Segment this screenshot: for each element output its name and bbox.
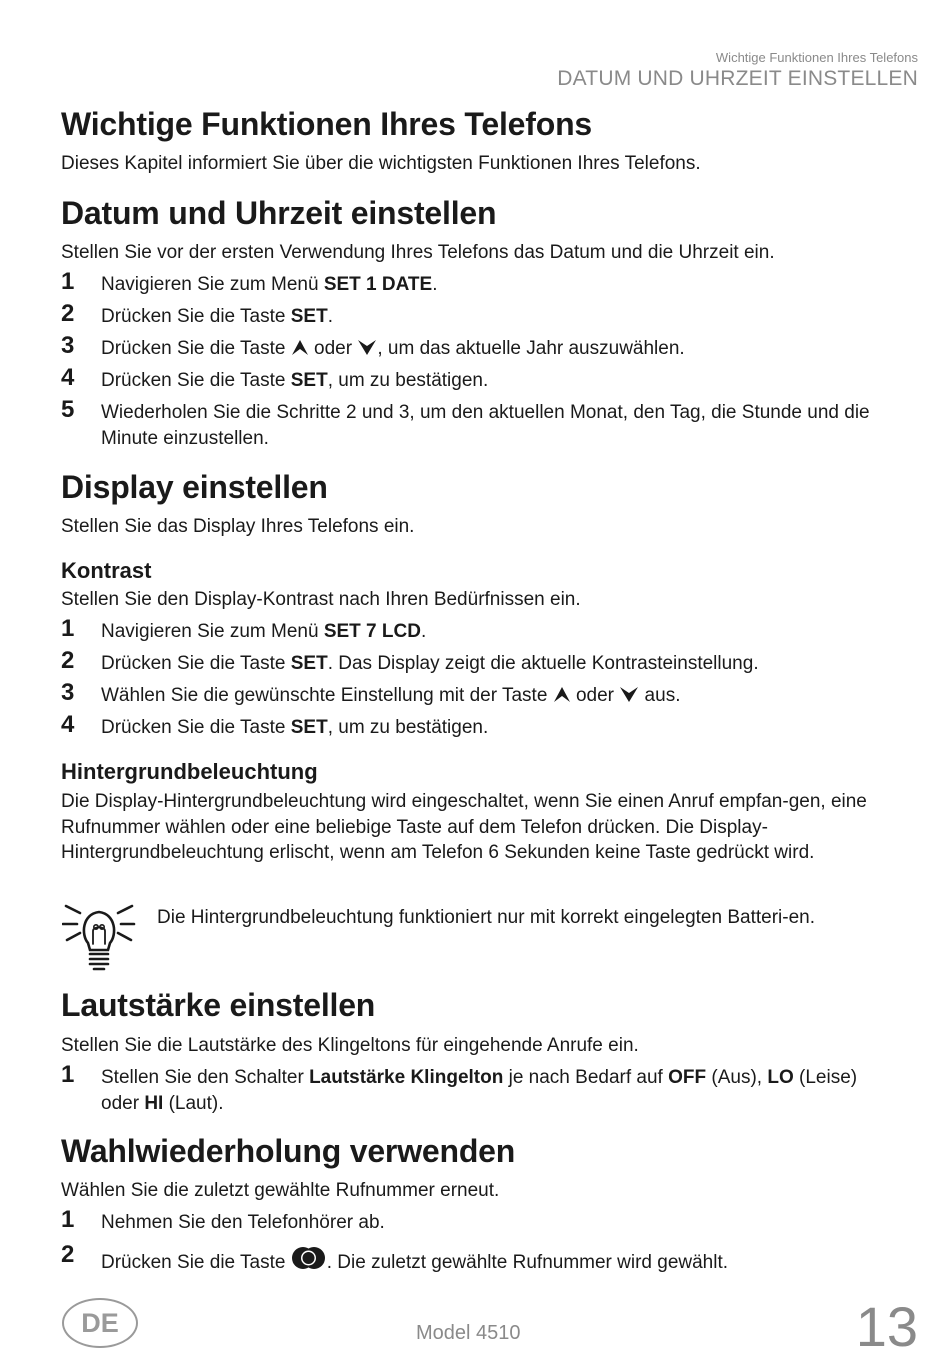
step-number: 1: [61, 1061, 75, 1088]
step-number: 4: [61, 364, 75, 391]
subsection-intro-kontrast: Stellen Sie den Display-Kontrast nach Ihren Bedürfnissen ein.: [61, 589, 581, 610]
step-text: Wiederholen Sie die Schritte 2 und 3, um den aktuellen Monat, den Tag, die Stunde und die Minute einzustellen.: [101, 402, 870, 449]
step-number: 1: [61, 615, 75, 642]
step-number: 2: [61, 300, 75, 327]
chapter-title: Wichtige Funktionen Ihres Telefons: [61, 106, 593, 142]
down-arrow-icon: [619, 686, 639, 703]
step-text: Drücken Sie die Taste SET. Das Display zeigt die aktuelle Kontrasteinstellung.: [101, 653, 759, 674]
section-intro-display: Stellen Sie das Display Ihres Telefons ein.: [61, 516, 415, 537]
page-number: 13: [855, 1295, 918, 1358]
running-header-section: DATUM UND UHRZEIT EINSTELLEN: [557, 67, 918, 90]
footer-model: Model 4510: [416, 1322, 521, 1344]
step-text: Drücken Sie die Taste SET.: [101, 306, 333, 327]
section-intro-date-time: Stellen Sie vor der ersten Verwendung Ihres Telefons das Datum und die Uhrzeit ein.: [61, 242, 775, 263]
light-bulb-icon: [62, 900, 136, 976]
up-arrow-icon: [291, 339, 309, 356]
section-title-date-time: Datum und Uhrzeit einstellen: [61, 195, 497, 231]
note-text: Die Hintergrundbeleuchtung funktioniert nur mit korrekt eingelegten Batteri-en.: [157, 907, 815, 928]
subsection-title-kontrast: Kontrast: [61, 558, 152, 583]
step-number: 2: [61, 647, 75, 674]
step-text: Wählen Sie die gewünschte Einstellung mit der Taste oder aus.: [101, 685, 681, 706]
step-text: Drücken Sie die Taste . Die zuletzt gewählte Rufnummer wird gewählt.: [101, 1245, 891, 1276]
backlight-paragraph: Die Display-Hintergrundbeleuchtung wird eingeschaltet, wenn Sie einen Anruf empfan-gen, eine Rufnummer wählen oder eine beliebige Taste auf dem Telefon drücken. Die Display-Hintergrundbeleuchtung erlischt, wenn am Telefon 6 Sekunden keine Taste gedrückt wird.: [61, 791, 867, 863]
step-text: Drücken Sie die Taste oder , um das aktuelle Jahr auszuwählen.: [101, 338, 685, 359]
section-title-display: Display einstellen: [61, 469, 328, 505]
step-number: 1: [61, 1206, 75, 1233]
running-header-chapter: Wichtige Funktionen Ihres Telefons: [715, 50, 918, 65]
section-intro-volume: Stellen Sie die Lautstärke des Klingeltons für eingehende Anrufe ein.: [61, 1035, 639, 1056]
section-title-volume: Lautstärke einstellen: [61, 987, 376, 1023]
step-text: Navigieren Sie zum Menü SET 7 LCD.: [101, 621, 427, 642]
up-arrow-icon: [553, 686, 571, 703]
step-number: 3: [61, 332, 75, 359]
step-number: 1: [61, 268, 75, 295]
redial-key-icon: [291, 1245, 327, 1271]
section-intro-redial: Wählen Sie die zuletzt gewählte Rufnummer erneut.: [61, 1180, 500, 1201]
step-text: Navigieren Sie zum Menü SET 1 DATE.: [101, 274, 438, 295]
step-number: 2: [61, 1241, 75, 1268]
step-text: Nehmen Sie den Telefonhörer ab.: [101, 1212, 385, 1233]
language-badge: DE: [62, 1298, 138, 1348]
step-number: 3: [61, 679, 75, 706]
step-text: Stellen Sie den Schalter Lautstärke Klingelton je nach Bedarf auf OFF (Aus), LO (Leise) oder HI (Laut).: [101, 1067, 858, 1114]
step-number: 5: [61, 396, 75, 423]
down-arrow-icon: [357, 339, 377, 356]
subsection-title-backlight: Hintergrundbeleuchtung: [61, 759, 318, 784]
step-number: 4: [61, 711, 75, 738]
section-title-redial: Wahlwiederholung verwenden: [61, 1133, 516, 1169]
step-text: Drücken Sie die Taste SET, um zu bestätigen.: [101, 370, 489, 391]
chapter-intro: Dieses Kapitel informiert Sie über die wichtigsten Funktionen Ihres Telefons.: [61, 153, 701, 174]
step-text: Drücken Sie die Taste SET, um zu bestätigen.: [101, 717, 489, 738]
